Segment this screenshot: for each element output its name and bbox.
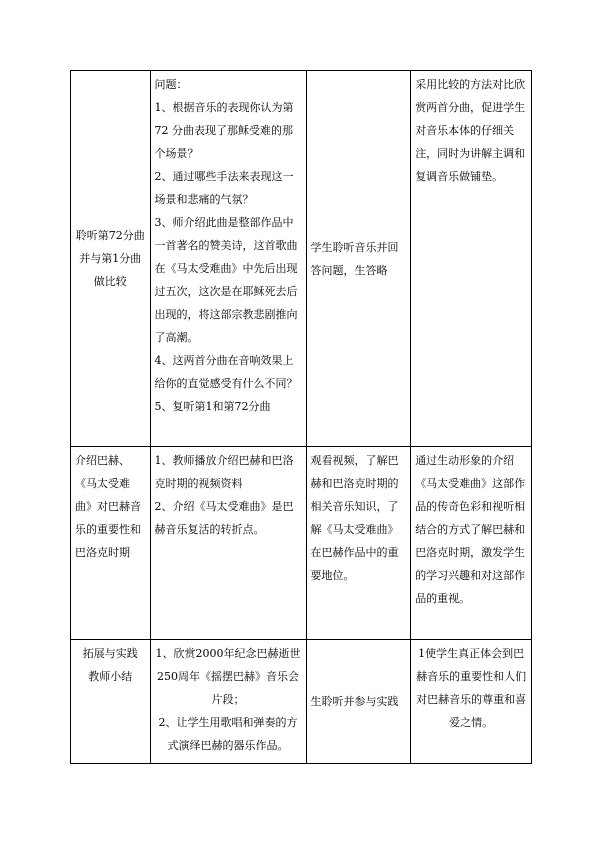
purpose-text: 采用比较的方法对比欣赏两首分曲，促进学生对音乐本体的仔细关注，同时为讲解主调和复调音乐做铺垫。	[415, 78, 526, 183]
stage-cell	[71, 640, 151, 764]
stage-cell	[71, 71, 151, 447]
stage-line: 并与第1分曲做比较	[79, 252, 142, 288]
teacher-step: 2、通过哪些手法来表现这一场景和悲痛的气氛？	[154, 170, 294, 206]
table-row	[71, 71, 532, 447]
stage-line: 教师小结	[88, 670, 133, 683]
student-activity-cell	[306, 71, 411, 447]
student-activity-text: 观看视频，了解巴赫和巴洛克时期的相关音乐知识，了解《马太受难曲》在巴赫作品中的重要地位。	[310, 454, 399, 582]
student-activity-cell	[306, 640, 411, 764]
purpose-cell	[411, 71, 532, 447]
purpose-cell	[411, 447, 532, 640]
stage-cell	[71, 447, 151, 640]
table-row	[71, 447, 532, 640]
student-activity-text: 学生聆听音乐并回答问题，生答略	[310, 240, 399, 277]
teacher-step: 1、根据音乐的表现你认为第72 分曲表现了那稣受难的那个场景？	[154, 101, 294, 160]
teacher-step: 3、师介绍此曲是整部作品中一首著名的赞美诗，这首歌曲在《马太受难曲》中先后出现过五次，这次是在耶稣死去后出现的，将这部宗教悲剧推向了高潮。	[154, 216, 298, 344]
teacher-activity-cell	[150, 447, 306, 640]
teacher-step: 1、欣赏2000年纪念巴赫逝世250周年《摇摆巴赫》音乐会片段；	[155, 647, 301, 706]
purpose-cell	[411, 640, 532, 764]
purpose-text: 1使学生真正体会到巴赫音乐的重要性和人们对巴赫音乐的尊重和喜爱之情。	[416, 647, 527, 729]
lesson-plan-table	[70, 70, 532, 764]
student-activity-text: 生聆听并参与实践	[310, 695, 399, 708]
teacher-step: 4、这两首分曲在音响效果上给你的直觉感受有什么不同？	[154, 354, 298, 390]
purpose-text: 通过生动形象的介绍《马太受难曲》这部作品的传奇色彩和视听相结合的方式了解巴赫和巴洛克时期，激发学生的学习兴趣和对这部作品的重视。	[415, 454, 526, 605]
teacher-step: 1、教师播放介绍巴赫和巴洛克时期的视频资料	[154, 454, 294, 490]
student-activity-cell	[306, 447, 411, 640]
stage-text: 介绍巴赫、《马太受难曲》对巴赫音乐的重要性和巴洛克时期	[75, 454, 141, 559]
teacher-step: 2、让学生用歌唱和弹奏的方式演绎巴赫的器乐作品。	[158, 716, 298, 752]
teacher-step: 问题：	[154, 78, 188, 91]
table-row	[71, 640, 532, 764]
stage-line: 拓展与实践	[82, 647, 138, 660]
teacher-activity-cell	[150, 71, 306, 447]
teacher-activity-cell	[150, 640, 306, 764]
teacher-step: 2、介绍《马太受难曲》是巴赫音乐复活的转折点。	[154, 500, 294, 536]
stage-line: 聆听第72分曲	[75, 229, 145, 242]
teacher-step: 5、复听第1和第72分曲	[154, 400, 271, 413]
